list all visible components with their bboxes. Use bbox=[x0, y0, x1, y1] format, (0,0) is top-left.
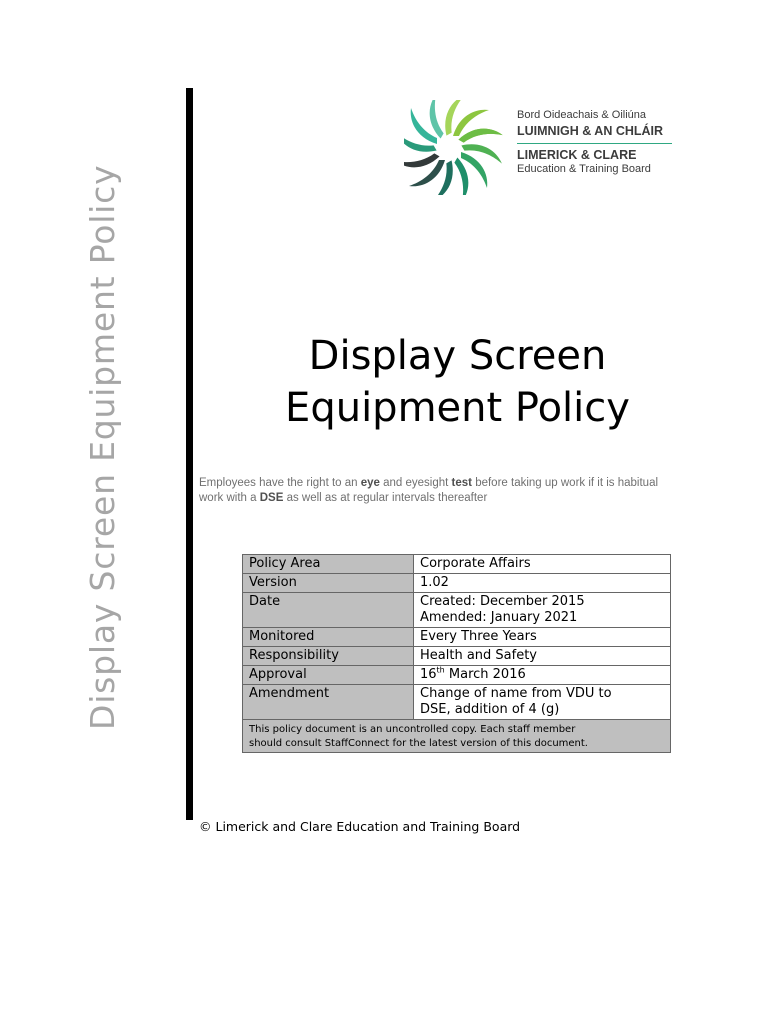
table-row bbox=[243, 647, 671, 666]
table-row bbox=[243, 685, 671, 720]
intro-text-4: as well as at regular intervals thereafter bbox=[283, 492, 488, 504]
uncontrolled-copy-note bbox=[243, 720, 671, 753]
table-row bbox=[243, 593, 671, 628]
logo-rule bbox=[517, 143, 672, 144]
approval-day-suffix: th bbox=[436, 665, 445, 675]
date-amended: Amended: January 2021 bbox=[420, 610, 578, 625]
etb-logo bbox=[404, 100, 674, 195]
amendment-label: Amendment bbox=[243, 685, 414, 720]
logo-line-irish-2: LUIMNIGH & AN CHLÁIR bbox=[517, 124, 664, 138]
monitored-value: Every Three Years bbox=[414, 628, 671, 647]
approval-month-year: March 2016 bbox=[444, 667, 526, 682]
version-label: Version bbox=[243, 574, 414, 593]
amendment-value bbox=[414, 685, 671, 720]
version-value: 1.02 bbox=[414, 574, 671, 593]
approval-label: Approval bbox=[243, 666, 414, 685]
side-title: Display Screen Equipment Policy bbox=[83, 164, 122, 730]
date-value bbox=[414, 593, 671, 628]
date-label: Date bbox=[243, 593, 414, 628]
responsibility-label: Responsibility bbox=[243, 647, 414, 666]
note-line-1: This policy document is an uncontrolled copy. Each staff member bbox=[249, 724, 576, 735]
page-title-line-2: Equipment Policy bbox=[285, 385, 630, 431]
approval-value bbox=[414, 666, 671, 685]
page-title bbox=[200, 330, 715, 434]
date-created: Created: December 2015 bbox=[420, 594, 585, 609]
policy-info-table bbox=[242, 554, 671, 753]
intro-paragraph bbox=[199, 476, 679, 506]
amendment-line-1: Change of name from VDU to bbox=[420, 686, 612, 701]
logo-line-english-1: LIMERICK & CLARE bbox=[517, 147, 637, 162]
copyright-footer: © Limerick and Clare Education and Training Board bbox=[199, 819, 521, 834]
policy-area-label: Policy Area bbox=[243, 555, 414, 574]
logo-line-english-2: Education & Training Board bbox=[517, 163, 651, 175]
approval-day: 16 bbox=[420, 667, 437, 682]
vertical-divider bbox=[186, 88, 193, 820]
intro-text-3: before taking up work if it is habitual work with a bbox=[199, 477, 659, 504]
page-title-line-1: Display Screen bbox=[308, 333, 607, 379]
intro-bold-eye: eye bbox=[360, 477, 380, 489]
table-row bbox=[243, 574, 671, 593]
note-line-2: should consult StaffConnect for the latest version of this document. bbox=[249, 738, 588, 749]
table-row bbox=[243, 555, 671, 574]
monitored-label: Monitored bbox=[243, 628, 414, 647]
policy-area-value: Corporate Affairs bbox=[414, 555, 671, 574]
table-row bbox=[243, 720, 671, 753]
intro-bold-dse: DSE bbox=[259, 492, 284, 504]
amendment-line-2: DSE, addition of 4 (g) bbox=[420, 702, 560, 717]
swirl-logo-icon bbox=[404, 100, 504, 195]
table-row bbox=[243, 666, 671, 685]
intro-text-1: Employees have the right to an bbox=[199, 477, 361, 489]
intro-bold-test: test bbox=[451, 477, 472, 489]
logo-line-irish-1: Bord Oideachais & Oiliúna bbox=[517, 109, 647, 121]
table-row bbox=[243, 628, 671, 647]
responsibility-value: Health and Safety bbox=[414, 647, 671, 666]
intro-text-2: and eyesight bbox=[379, 477, 452, 489]
